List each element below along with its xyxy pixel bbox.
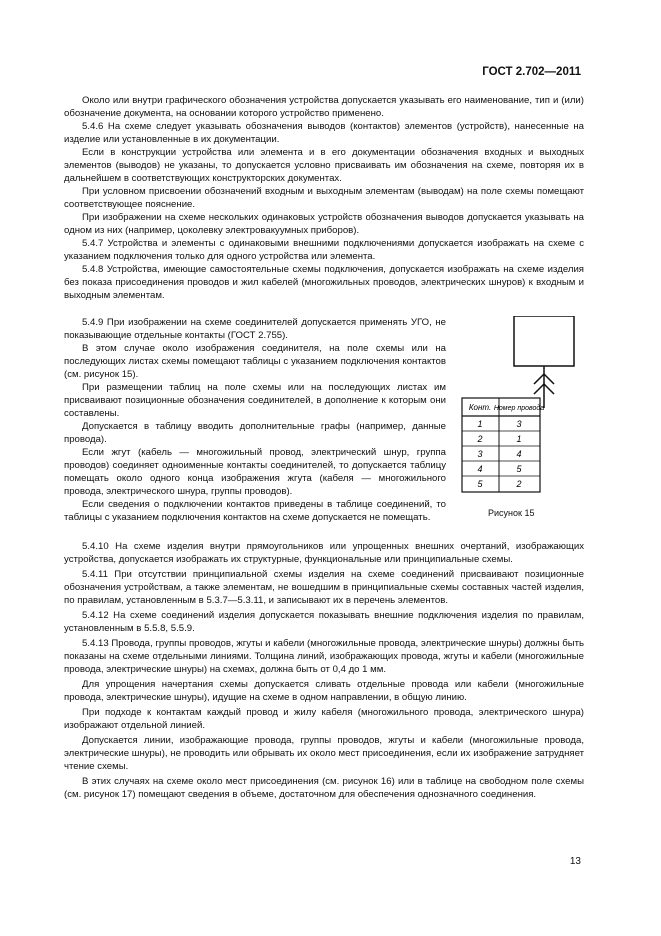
paragraph: При размещении таблиц на поле схемы или на последующих листах им присваивают позиционные обозначения соединителей, в дополнение к которым они составлены. xyxy=(64,382,446,419)
body-text-beside-figure xyxy=(64,316,446,524)
paragraph: 5.4.12 На схеме соединений изделия допускается показывать внешние подключения изделия по правилам, установленным в 5.5.8, 5.5.9. xyxy=(64,610,584,634)
paragraph: 5.4.13 Провода, группы проводов, жгуты и кабели (многожильные провода, электрические шнуры) должны быть показаны на схеме отдельными линиями. Толщина линий, изображающих провода, жгуты и кабели (многожильные провода, электрические шнуры) на схемах, должна быть от 0,4 до 1 мм. xyxy=(64,638,584,675)
paragraph: 5.4.8 Устройства, имеющие самостоятельные схемы подключения, допускается изображать на схеме изделия без показа присоединения проводов и жил кабелей (многожильных проводов, электрических шнуров) к входным и выходным элементам. xyxy=(64,264,584,301)
table-header: Номер провода xyxy=(493,405,545,412)
table-cell: 3 xyxy=(477,449,483,459)
body-text-bottom xyxy=(64,540,584,803)
paragraph: Для упрощения начертания схемы допускается сливать отдельные провода или кабели (многожильные провода, электрические шнуры), идущие на схеме в одном направлении, в общую линию. xyxy=(64,679,584,703)
table-cell: 3 xyxy=(516,419,522,429)
paragraph: В этом случае около изображения соединителя, на поле схемы или на последующих листах схемы помещают таблицы с указанием подключения контактов (см. рисунок 15). xyxy=(64,343,446,380)
figure-section xyxy=(64,316,584,540)
contacts-table xyxy=(462,398,544,492)
paragraph: При изображении на схеме нескольких одинаковых устройств обозначения выводов допускается указывать на одном из них (например, цоколевку электровакуумных приборов). xyxy=(64,212,584,236)
paragraph: 5.4.6 На схеме следует указывать обозначения выводов (контактов) элементов (устройств), нанесенные на изделие или установленные в их документации. xyxy=(64,121,584,145)
table-cell: 5 xyxy=(516,464,522,474)
paragraph: Допускается линии, изображающие провода, группы проводов, жгуты и кабели (многожильные провода, электрические шнуры), не проводить или обрывать их около мест присоединения, если их изображение затрудняет чтение схемы. xyxy=(64,735,584,772)
table-header: Конт. xyxy=(468,403,492,412)
table-cell: 1 xyxy=(516,434,522,444)
page-number: 13 xyxy=(569,856,581,867)
document-code: ГОСТ 2.702—2011 xyxy=(482,66,581,78)
paragraph: 5.4.7 Устройства и элементы с одинаковыми внешними подключениями допускается изображать на схеме с указанием подключения только для одного устройства или элемента. xyxy=(64,238,584,262)
paragraph: Если жгут (кабель — многожильный провод, электрический шнур, группа проводов) соединяет одноименные контакты соединителей, то допускается таблицу помещать около одного конца изображения жгута (кабеля — многожильного провода, электрического шнура, группы проводов). xyxy=(64,447,446,497)
paragraph: 5.4.9 При изображении на схеме соединителей допускается применять УГО, не показывающие отдельные контакты (ГОСТ 2.755). xyxy=(64,317,446,341)
table-cell: 5 xyxy=(477,479,483,489)
paragraph: 5.4.10 На схеме изделия внутри прямоугольников или упрощенных внешних очертаний, изображающих устройства, допускается изображать их структурные, функциональные или принципиальные схемы. xyxy=(64,541,584,565)
paragraph: При условном присвоении обозначений входным и выходным элементам (выводам) на поле схемы помещают соответствующее пояснение. xyxy=(64,186,584,210)
table-cell: 4 xyxy=(477,464,483,474)
table-cell: 2 xyxy=(516,479,522,489)
paragraph: Если сведения о подключении контактов приведены в таблице соединений, то таблицы с указанием подключения контактов на схеме допускается не помещать. xyxy=(64,499,446,523)
paragraph: При подходе к контактам каждый провод и жилу кабеля (многожильного провода, электрического шнура) изображают отдельной линией. xyxy=(64,707,584,731)
paragraph: Если в конструкции устройства или элемента и в его документации обозначения входных и выходных элементов (выводов) не указаны, то допускается условно присваивать им обозначения на схеме, повторяя их в дальнейшем в соответствующих конструкторских документах. xyxy=(64,147,584,184)
paragraph: Допускается в таблицу вводить дополнительные графы (например, данные провода). xyxy=(64,421,446,445)
figure-15 xyxy=(454,316,589,536)
paragraph: В этих случаях на схеме около мест присоединения (см. рисунок 16) или в таблице на свободном поле схемы (см. рисунок 17) помещают сведения в объеме, достаточном для обеспечения однозначного соединения. xyxy=(64,776,584,800)
figure-caption: Рисунок 15 xyxy=(488,508,535,518)
table-cell: 1 xyxy=(477,419,483,429)
paragraph: 5.4.11 При отсутствии принципиальной схемы изделия на схеме соединений присваивают позиционные обозначения устройствам, а также элементам, не вошедшим в принципиальные схемы составных частей изделия, по правилам, установленным в 5.3.7—5.3.11, и записывают их в перечень элементов. xyxy=(64,569,584,606)
table-cell: 4 xyxy=(516,449,522,459)
paragraph: Около или внутри графического обозначения устройства допускается указывать его наименование, тип и (или) обозначение документа, на основании которого устройство применено. xyxy=(64,95,584,119)
table-cell: 2 xyxy=(477,434,483,444)
body-text-top xyxy=(64,94,584,302)
connector-diagram xyxy=(454,316,589,506)
connector-box xyxy=(514,316,574,366)
